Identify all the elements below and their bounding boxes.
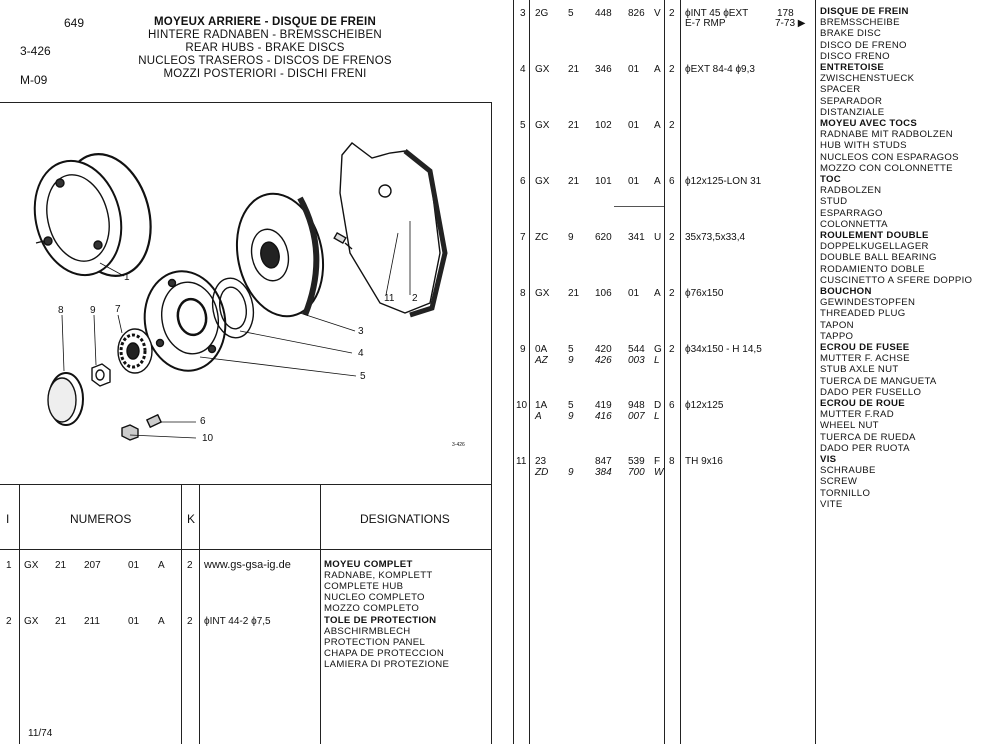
designation-en: STUD	[820, 196, 848, 208]
part-letter: A	[158, 560, 165, 571]
designation-it: MOZZO COMPLETO	[324, 603, 420, 614]
part-group: 9	[568, 232, 574, 243]
alt-part-letter: W	[654, 467, 664, 478]
website-link[interactable]: www.gs-gsa-ig.de	[204, 559, 291, 571]
row-index: 9	[520, 344, 526, 355]
designation-it: LAMIERA DI PROTEZIONE	[324, 659, 450, 670]
part-group: 21	[55, 560, 67, 571]
quantity: 2	[669, 288, 675, 299]
col-k-divider	[199, 484, 200, 744]
designation-de: RADBOLZEN	[820, 185, 882, 197]
callout-1: 1	[124, 272, 130, 283]
quantity: 2	[187, 616, 193, 627]
callout-4: 4	[358, 348, 364, 359]
alt-part-letter: L	[654, 355, 660, 366]
row-index: 10	[516, 400, 528, 411]
part-suffix: 01	[628, 288, 640, 299]
part-number: 419	[595, 400, 612, 411]
designation-es: CHAPA DE PROTECCION	[324, 648, 445, 659]
table-head-border	[0, 549, 492, 550]
right-col-i-divider	[513, 0, 514, 744]
part-prefix: 2G	[535, 8, 549, 19]
part-letter: D	[654, 400, 662, 411]
part-prefix: ZC	[535, 232, 549, 243]
callout-5: 5	[360, 371, 366, 382]
part-suffix: 544	[628, 344, 645, 355]
designation-it: COLONNETTA	[820, 218, 888, 230]
alt-part-suffix: 003	[628, 355, 645, 366]
designation-es: RODAMIENTO DOBLE	[820, 263, 925, 275]
designation-en: PROTECTION PANEL	[324, 637, 426, 648]
designation-de: RADNABE, KOMPLETT	[324, 570, 433, 581]
designation-es: ESPARRAGO	[820, 207, 883, 219]
col-i-divider	[19, 484, 20, 744]
row-index: 8	[520, 288, 526, 299]
designation-it: DISCO FRENO	[820, 50, 890, 62]
quantity: 2	[669, 232, 675, 243]
designation-de: MUTTER F.RAD	[820, 409, 894, 421]
part-suffix: 01	[128, 560, 140, 571]
designation-fr: BOUCHON	[820, 286, 872, 297]
hub-drum-part	[22, 144, 163, 286]
designation-de: GEWINDESTOPFEN	[820, 297, 916, 309]
designation-fr: ECROU DE ROUE	[820, 398, 905, 409]
col-info-divider	[320, 484, 321, 744]
quantity: 2	[187, 560, 193, 571]
title-en: REAR HUBS - BRAKE DISCS	[185, 42, 345, 54]
dimension-info: ϕEXT 84-4 ϕ9,3	[685, 64, 755, 75]
designation-de: BREMSSCHEIBE	[820, 17, 900, 29]
quantity: 6	[669, 176, 675, 187]
part-number: 346	[595, 64, 612, 75]
part-group: 21	[568, 120, 580, 131]
part-number: 211	[84, 616, 100, 627]
designation-fr: MOYEU COMPLET	[324, 559, 413, 570]
title-fr: MOYEUX ARRIERE - DISQUE DE FREIN	[154, 16, 376, 28]
part-number: 102	[595, 120, 612, 131]
header-numeros: NUMEROS	[70, 512, 132, 526]
part-letter: F	[654, 456, 661, 467]
bearing-part	[118, 329, 152, 373]
title-it: MOZZI POSTERIORI - DISCHI FRENI	[163, 68, 367, 80]
part-suffix: 539	[628, 456, 645, 467]
alt-part-prefix: ZD	[535, 467, 549, 478]
designation-it: DISTANZIALE	[820, 106, 885, 118]
designation-it: DADO PER RUOTA	[820, 442, 910, 454]
part-prefix: GX	[535, 288, 550, 299]
designation-fr: TOC	[820, 174, 841, 185]
part-number: 620	[595, 232, 612, 243]
dimension-info: ϕ12x125-LON 31	[685, 176, 762, 187]
part-letter: A	[654, 288, 661, 299]
designation-fr: VIS	[820, 454, 837, 465]
designation-es: TAPON	[820, 319, 854, 331]
callout-2: 2	[412, 293, 418, 304]
designation-fr: ECROU DE FUSEE	[820, 342, 910, 353]
plug-part	[48, 373, 83, 425]
part-group: 5	[568, 8, 574, 19]
part-letter: A	[654, 176, 661, 187]
header-designations: DESIGNATIONS	[360, 512, 450, 526]
quantity: 2	[669, 64, 675, 75]
quantity: 8	[669, 456, 675, 467]
alt-part-suffix: 700	[628, 467, 645, 478]
figure-reference: 3-426	[452, 442, 465, 448]
designation-es: TUERCA DE RUEDA	[820, 431, 916, 443]
right-col-numeros-divider	[664, 0, 665, 744]
right-col-i-divider-2	[529, 0, 530, 744]
part-letter: V	[654, 8, 661, 19]
part-group: 5	[568, 400, 574, 411]
designation-fr: TOLE DE PROTECTION	[324, 615, 437, 626]
row-index: 3	[520, 8, 526, 19]
alt-part-group: 9	[568, 355, 574, 366]
supersession-number: 178	[777, 8, 794, 19]
row-index: 11	[516, 456, 527, 467]
designation-en: THREADED PLUG	[820, 308, 906, 320]
row-index: 7	[520, 232, 526, 243]
designation-en: HUB WITH STUDS	[820, 140, 907, 152]
callout-6: 6	[200, 416, 206, 427]
designation-es: DISCO DE FRENO	[820, 39, 907, 51]
dimension-info-2: E-7 RMP	[685, 18, 726, 29]
part-prefix: GX	[535, 176, 550, 187]
designation-de: SCHRAUBE	[820, 465, 876, 477]
catalog-code: 3-426	[20, 44, 51, 58]
callout-3: 3	[358, 326, 364, 337]
designation-es: TORNILLO	[820, 487, 871, 499]
part-letter: G	[654, 344, 662, 355]
part-prefix: 0A	[535, 344, 548, 355]
part-suffix: 826	[628, 8, 645, 19]
quantity: 2	[669, 8, 675, 19]
alt-part-number: 384	[595, 467, 612, 478]
part-suffix: 01	[128, 616, 140, 627]
alt-part-letter: L	[654, 411, 660, 422]
designation-en: COMPLETE HUB	[324, 581, 404, 592]
hub-with-studs-part	[137, 265, 233, 377]
section-code: M-09	[20, 73, 48, 87]
designation-es: NUCLEO COMPLETO	[324, 592, 425, 603]
part-letter: U	[654, 232, 662, 243]
designation-de: ABSCHIRMBLECH	[324, 626, 411, 637]
quantity: 6	[669, 400, 675, 411]
alt-part-prefix: AZ	[535, 355, 548, 366]
header-i: I	[6, 512, 10, 526]
callout-10: 10	[202, 433, 214, 444]
part-group: 21	[568, 64, 580, 75]
designation-de: MUTTER F. ACHSE	[820, 353, 910, 365]
part-suffix: 948	[628, 400, 645, 411]
part-group: 21	[568, 176, 580, 187]
part-prefix: 1A	[535, 400, 548, 411]
designation-fr: ENTRETOISE	[820, 62, 885, 73]
designation-it: CUSCINETTO A SFERE DOPPIO	[820, 274, 973, 286]
alt-part-group: 9	[568, 467, 574, 478]
part-suffix: 01	[628, 64, 640, 75]
callout-9: 9	[90, 305, 96, 316]
part-prefix: GX	[24, 560, 39, 571]
alt-part-group: 9	[568, 411, 574, 422]
quantity: 2	[669, 120, 675, 131]
right-col-k-divider	[680, 0, 681, 744]
designation-en: DOUBLE BALL BEARING	[820, 252, 937, 264]
part-prefix: GX	[535, 120, 550, 131]
part-letter: A	[158, 616, 165, 627]
designation-en: WHEEL NUT	[820, 420, 879, 432]
part-suffix: 341	[628, 232, 645, 243]
part-prefix: GX	[24, 616, 39, 627]
designation-de: ZWISCHENSTUECK	[820, 73, 915, 85]
row-index: 5	[520, 120, 526, 131]
designation-fr: MOYEU AVEC TOCS	[820, 118, 918, 129]
row-index: 1	[6, 560, 12, 571]
part-prefix: GX	[535, 64, 550, 75]
figure-bottom-border	[0, 484, 492, 485]
designation-es: NUCLEOS CON ESPARAGOS	[820, 151, 959, 163]
designation-fr: ROULEMENT DOUBLE	[820, 230, 929, 241]
brake-disc-part	[226, 186, 334, 325]
designation-fr: DISQUE DE FREIN	[820, 6, 909, 17]
dimension-info: ϕ76x150	[685, 288, 724, 299]
part-suffix: 01	[628, 176, 640, 187]
pencil-mark	[614, 206, 664, 207]
wheel-nut-part	[122, 425, 138, 440]
nut-part	[92, 364, 110, 386]
dimension-info: ϕ34x150 - H 14,5	[685, 344, 762, 355]
footer-date: 11/74	[28, 728, 53, 739]
col-numeros-divider	[181, 484, 182, 744]
part-letter: A	[654, 64, 661, 75]
part-group: 5	[568, 344, 574, 355]
page-number: 649	[64, 16, 85, 30]
callout-11: 11	[384, 293, 395, 304]
designation-de: DOPPELKUGELLAGER	[820, 241, 929, 253]
alt-part-number: 426	[595, 355, 612, 366]
designation-en: BRAKE DISC	[820, 28, 882, 40]
part-number: 448	[595, 8, 612, 19]
alt-part-prefix: A	[535, 411, 542, 422]
callout-7: 7	[115, 304, 121, 315]
spacer-part	[208, 275, 258, 341]
title-de: HINTERE RADNABEN - BREMSSCHEIBEN	[148, 29, 382, 41]
part-prefix: 23	[535, 456, 547, 467]
dimension-info: 35x73,5x33,4	[685, 232, 746, 243]
part-number: 101	[595, 176, 612, 187]
designation-it: VITE	[820, 498, 843, 510]
alt-part-number: 416	[595, 411, 612, 422]
designation-es: SEPARADOR	[820, 95, 883, 107]
part-number: 420	[595, 344, 612, 355]
left-panel-border	[491, 102, 492, 744]
designation-de: RADNABE MIT RADBOLZEN	[820, 129, 953, 141]
part-number: 106	[595, 288, 612, 299]
designation-it: TAPPO	[820, 330, 854, 342]
title-es: NUCLEOS TRASEROS - DISCOS DE FRENOS	[138, 55, 392, 67]
row-index: 4	[520, 64, 526, 75]
dimension-info: ϕINT 45 ϕEXT	[685, 8, 749, 19]
designation-en: STUB AXLE NUT	[820, 364, 899, 376]
dimension-info: ϕINT 44-2 ϕ7,5	[204, 616, 271, 627]
alt-part-suffix: 007	[628, 411, 645, 422]
dimension-info: TH 9x16	[685, 456, 723, 467]
supersession-date: 7-73 ▶	[775, 18, 806, 29]
callout-8: 8	[58, 305, 64, 316]
designation-es: TUERCA DE MANGUETA	[820, 375, 937, 387]
part-letter: A	[654, 120, 661, 131]
designation-en: SPACER	[820, 84, 861, 96]
right-col-info-divider	[815, 0, 816, 744]
dimension-info: ϕ12x125	[685, 400, 724, 411]
part-group: 21	[568, 288, 580, 299]
row-index: 6	[520, 176, 526, 187]
quantity: 2	[669, 344, 675, 355]
designation-it: MOZZO CON COLONNETTE	[820, 162, 953, 174]
stud-part	[147, 415, 161, 427]
protection-panel-part	[340, 143, 445, 315]
header-k: K	[187, 512, 196, 526]
part-number: 847	[595, 456, 612, 467]
part-group: 21	[55, 616, 67, 627]
part-suffix: 01	[628, 120, 640, 131]
row-index: 2	[6, 616, 12, 627]
designation-en: SCREW	[820, 476, 858, 488]
designation-it: DADO PER FUSELLO	[820, 386, 922, 398]
part-number: 207	[84, 560, 101, 571]
